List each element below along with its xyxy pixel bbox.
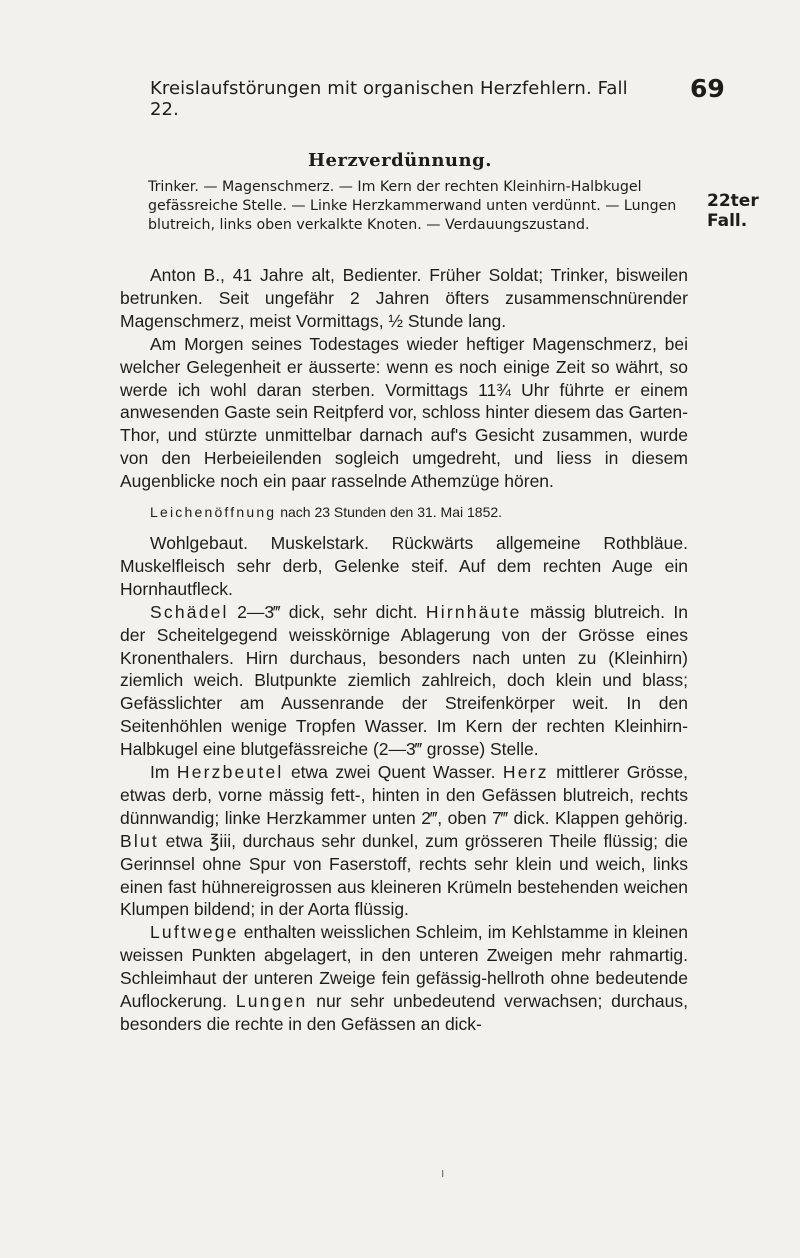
- case-body: [120, 264, 688, 1036]
- case-title: Herzverdünnung.: [308, 150, 492, 171]
- footer-mark: ı: [441, 1166, 445, 1180]
- case-summary: Trinker. — Magenschmerz. — Im Kern der rechten Kleinhirn-Halbkugel gefässreiche Stelle. — Linke Herzkammerwand unten verdünnt. — Lungen blutreich, links oben verkalkte Knoten. — Verdauungszustand.: [148, 179, 677, 233]
- findings-paragraph: [120, 761, 688, 921]
- finding-text: mittlerer Grösse, etwas derb, vorne mässig fett-, hinten in den Gefässen blutreich, rechts dünnwandig; linke Herzkammer unten 2‴, oben 7‴ dick. Klappen gehörig.: [120, 762, 688, 828]
- finding-text: etwa ℥iii, durchaus sehr dunkel, zum grösseren Theile flüssig; die Gerinnsel ohne Spur von Faserstoff, rechts sehr klein und weich, links einen fast hühnereigrossen aus kleineren Krümeln bestehenden weichen Klumpen bildend; in der Aorta flüssig.: [120, 830, 688, 920]
- finding-label: Luftwege: [150, 922, 239, 943]
- findings-paragraph: [120, 601, 688, 761]
- history-paragraph: Am Morgen seines Todestages wieder heftiger Magenschmerz, bei welcher Gelegenheit er äusserte: wenn es noch einige Zeit so währt, so werde ich wohl daran sterben. Vormittags 11¾ Uhr führte er einem anwesenden Gaste sein Reitpferd vor, schloss hinter diesem das Garten-Thor, und stürzte unmittelbar darnach auf's Gesicht zusammen, wurde von den Herbeieilenden sogleich umgedreht, und liess in diesem Augenblicke noch ein paar rasselnde Athemzüge hören.: [120, 333, 688, 492]
- finding-text: etwa zwei Quent Wasser.: [283, 762, 503, 783]
- case-word: Fall.: [707, 211, 748, 231]
- running-header: Kreislaufstörungen mit organischen Herzfehlern. Fall 22.: [150, 78, 628, 120]
- history-paragraph: Anton B., 41 Jahre alt, Bedienter. Früher Soldat; Trinker, bisweilen betrunken. Seit ungefähr 2 Jahren öfters zusammenschnürender Magenschmerz, meist Vormittags, ½ Stunde lang.: [120, 265, 688, 331]
- page-number: 69: [690, 74, 725, 103]
- finding-label: Hirnhäute: [425, 601, 522, 622]
- finding-text: enthalten weisslichen Schleim, im Kehlstamme in kleinen weissen Punkten abgelagert, in den unteren Zweigen mehr rahmartig. Schleimhaut der unteren Zweige fein gefässig-hellroth ohne bedeutende Auflockerung.: [120, 922, 688, 1012]
- finding-text: nur sehr unbedeutend verwachsen; durchaus, besonders die rechte in den Gefässen an dick-: [120, 991, 688, 1034]
- case-number-label: [707, 191, 772, 231]
- finding-label: Blut: [120, 830, 159, 851]
- finding-label: Herzbeutel: [176, 762, 284, 783]
- autopsy-heading: [150, 501, 688, 524]
- autopsy-term: Leichenöffnung: [150, 504, 277, 521]
- finding-label: Schädel: [150, 601, 229, 622]
- findings-paragraph: Wohlgebaut. Muskelstark. Rückwärts allgemeine Rothbläue. Muskelfleisch sehr derb, Gelenke steif. Auf dem rechten Auge ein Hornhautfleck.: [120, 532, 688, 599]
- finding-text: mässig blutreich. In der Scheitelgegend weisskörnige Ablagerung von der Grösse eines Kronenthalers. Hirn durchaus, besonders nach unten zu (Kleinhirn) ziemlich weich. Blutpunkte ziemlich zahlreich, doch klein und blass; Gefässlichter am Aussenrande der Streifenkörper weit. In den Seitenhöhlen wenige Tropfen Wasser. Im Kern der rechten Kleinhirn-Halbkugel eine blutgefässreiche (2—3‴ grosse) Stelle.: [120, 601, 688, 760]
- finding-text: 2—3‴ dick, sehr dicht.: [228, 601, 426, 622]
- finding-prefix: Im: [150, 762, 177, 783]
- findings-paragraph: [120, 921, 688, 1036]
- case-number: 22ter: [707, 191, 759, 211]
- autopsy-details: nach 23 Stunden den 31. Mai 1852.: [276, 504, 503, 521]
- finding-label: Herz: [502, 762, 549, 783]
- finding-label: Lungen: [235, 991, 308, 1012]
